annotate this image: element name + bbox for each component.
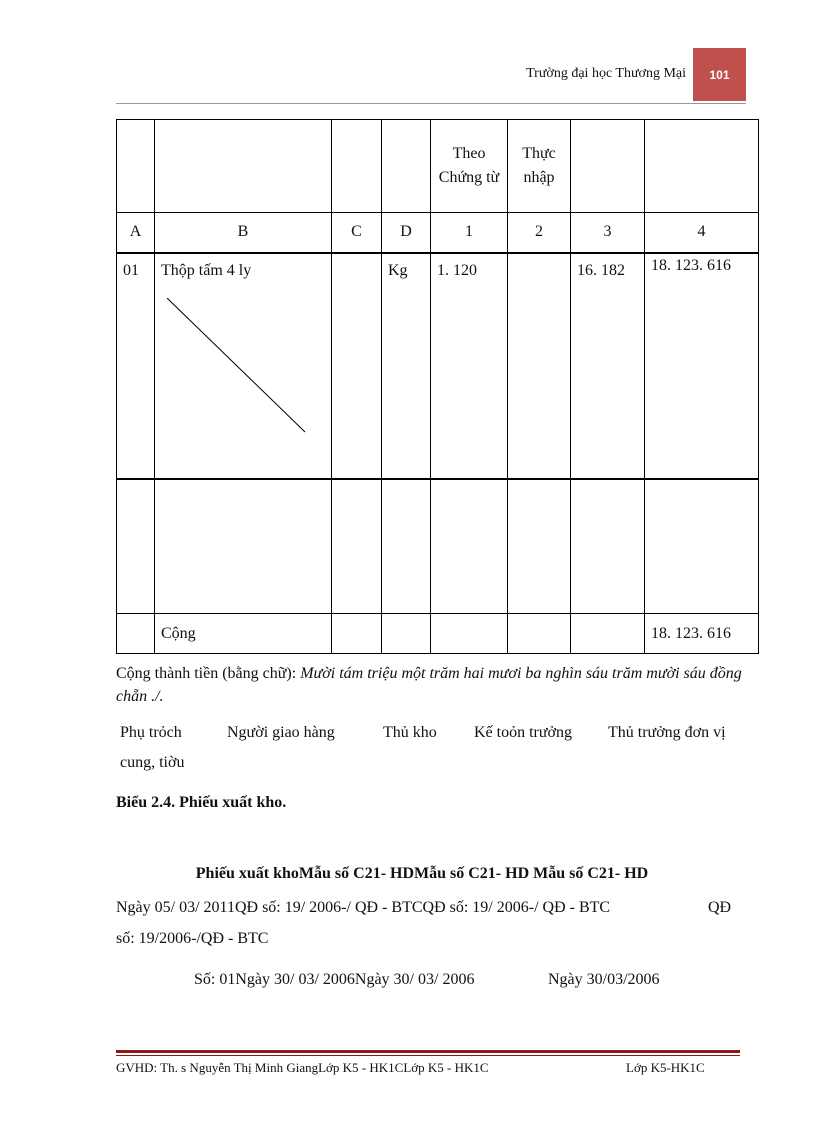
row-item-name: Thộp tấm 4 ly	[155, 253, 332, 479]
empty-cell	[117, 479, 155, 614]
table-total-row	[117, 614, 759, 654]
empty-cell	[431, 479, 508, 614]
signature-supplier: Phụ trỏch	[120, 724, 182, 741]
footer-right: Lớp K5-HK1C	[626, 1060, 705, 1075]
header-cell-stt	[117, 120, 155, 213]
header-cell-price	[571, 120, 645, 213]
empty-cell	[332, 479, 382, 614]
total-empty-cell	[332, 614, 382, 654]
empty-cell	[645, 479, 759, 614]
letter-cell: A	[117, 213, 155, 253]
header-cell-amount	[645, 120, 759, 213]
total-empty-cell	[382, 614, 431, 654]
form-line-3-end: Ngày 30/03/2006	[548, 971, 660, 988]
diagonal-strike-line	[167, 298, 307, 434]
row-qty-doc: 1. 120	[431, 253, 508, 479]
footer-left: GVHD: Th. s Nguyễn Thị Minh GiangLớp K5 - HK1CLớp K5 - HK1C	[116, 1060, 489, 1075]
total-empty-cell	[571, 614, 645, 654]
total-empty-cell	[508, 614, 571, 654]
signature-storekeeper: Thủ kho	[383, 724, 437, 741]
signature-unit-head: Thủ trưởng đơn vị	[608, 724, 726, 741]
empty-cell	[382, 479, 431, 614]
form-title: Phiếu xuất khoMẫu số C21- HDMẫu số C21- HD Mẫu số C21- HD	[195, 865, 649, 882]
header-cell-name	[155, 120, 332, 213]
table-empty-row	[117, 479, 759, 614]
footer-divider-thin	[116, 1055, 740, 1056]
header-cell-theo-chung-tu: Theo Chứng từ	[431, 120, 508, 213]
letter-cell: 1	[431, 213, 508, 253]
row-unit: Kg	[382, 253, 431, 479]
header-cell-unit	[382, 120, 431, 213]
amount-in-words: Cộng thành tiền (bằng chữ): Mười tám triệu một trăm hai mươi ba nghìn sáu trăm mười sáu đồng chẵn ./.	[116, 665, 742, 705]
row-code	[332, 253, 382, 479]
form-line-2: số: 19/2006-/QĐ - BTC	[116, 930, 269, 947]
total-empty-cell	[117, 614, 155, 654]
total-empty-cell	[431, 614, 508, 654]
header-cell-code	[332, 120, 382, 213]
header-school: Trường đại học Thương Mại	[526, 66, 686, 81]
header-divider	[116, 103, 746, 104]
header-cell-thuc-nhap: Thực nhập	[508, 120, 571, 213]
signature-supplier-cont: cung, tiờu	[120, 754, 185, 771]
footer-divider-thick	[116, 1050, 740, 1053]
row-amount: 18. 123. 616	[645, 253, 759, 479]
table-letter-row	[117, 213, 759, 253]
empty-cell	[508, 479, 571, 614]
amount-words-value: Mười tám triệu một trăm hai mươi ba nghìn sáu trăm mười sáu đồng chẵn ./.	[116, 665, 742, 705]
row-stt: 01	[117, 253, 155, 479]
letter-cell: 2	[508, 213, 571, 253]
row-qty-actual	[508, 253, 571, 479]
letter-cell: C	[332, 213, 382, 253]
letter-cell: B	[155, 213, 332, 253]
letter-cell: 3	[571, 213, 645, 253]
empty-cell	[155, 479, 332, 614]
total-label: Cộng	[155, 614, 332, 654]
total-amount: 18. 123. 616	[645, 614, 759, 654]
form-line-1: Ngày 05/ 03/ 2011QĐ số: 19/ 2006-/ QĐ - BTCQĐ số: 19/ 2006-/ QĐ - BTC QĐ	[116, 899, 732, 916]
table-header-row	[117, 120, 759, 213]
signature-chief-accountant: Kế toỏn trưởng	[474, 724, 573, 741]
form-line-1-end: QĐ	[708, 899, 732, 916]
row-price: 16. 182	[571, 253, 645, 479]
empty-cell	[571, 479, 645, 614]
letter-cell: D	[382, 213, 431, 253]
signature-deliverer: Người giao hàng	[227, 724, 335, 741]
page-number-badge: 101	[693, 48, 746, 101]
figure-caption: Biểu 2.4. Phiếu xuất kho.	[116, 794, 287, 811]
letter-cell: 4	[645, 213, 759, 253]
